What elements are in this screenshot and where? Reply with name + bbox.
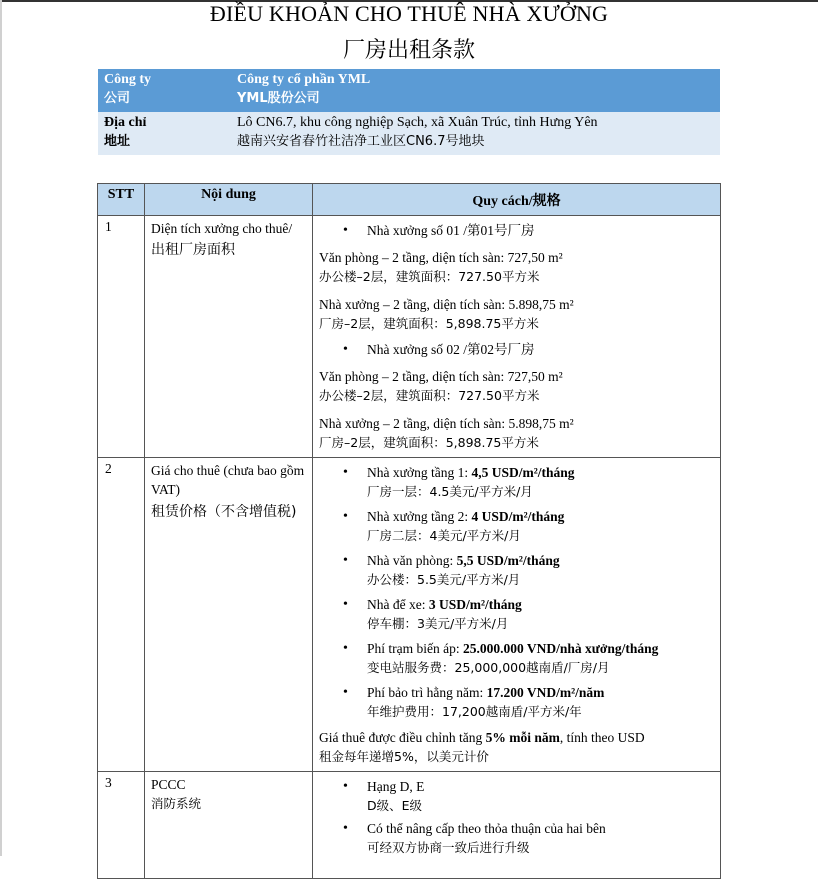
factory-01-factory-vi: Nhà xưởng – 2 tầng, diện tích sàn: 5.898,75 m² xyxy=(319,297,574,312)
note-pre: Giá thuê được điều chỉnh tăng xyxy=(319,730,486,745)
price-note-vi xyxy=(319,728,714,747)
factory-02-factory-vi: Nhà xưởng – 2 tầng, diện tích sàn: 5.898,75 m² xyxy=(319,416,574,431)
price-label: Nhà để xe: xyxy=(367,597,429,612)
row2-content xyxy=(145,458,313,772)
price-label: Phí bảo trì hằng năm: xyxy=(367,685,487,700)
price-value: 25.000.000 VND/nhà xưởng/tháng xyxy=(462,641,659,656)
header-spec: Quy cách/规格 xyxy=(313,184,721,216)
factory-02-office-cn: 办公楼–2层，建筑面积：727.50平方米 xyxy=(319,388,540,403)
factory-02-factory-cn: 厂房–2层，建筑面积：5,898.75平方米 xyxy=(319,435,539,450)
factory-02-office xyxy=(319,367,714,406)
row3-spec xyxy=(313,772,721,879)
company-info-table xyxy=(98,69,720,155)
price-label: Nhà xưởng tầng 2: xyxy=(367,509,472,524)
price-item-floor2 xyxy=(319,507,714,546)
factory-01-bullet xyxy=(319,221,714,240)
address-row xyxy=(98,112,720,155)
price-cn: 厂房一层：4.5美元/平方米/月 xyxy=(367,484,533,499)
price-value: 4,5 USD/m²/tháng xyxy=(471,465,575,480)
company-value-cell xyxy=(231,69,720,112)
lease-terms-table xyxy=(97,183,721,879)
factory-01-office-vi: Văn phòng – 2 tầng, diện tích sàn: 727,50 m² xyxy=(319,250,563,265)
company-row xyxy=(98,69,720,112)
company-value-cn: YML股份公司 xyxy=(237,91,320,106)
row2-content-cn: 租赁价格（不含增值税) xyxy=(151,504,297,520)
price-value: 4 USD/m²/tháng xyxy=(471,509,565,524)
factory-02-office-vi: Văn phòng – 2 tầng, diện tích sàn: 727,50 m² xyxy=(319,369,563,384)
price-item-maintenance xyxy=(319,683,714,722)
factory-01-office-cn: 办公楼–2层，建筑面积：727.50平方米 xyxy=(319,269,540,284)
factory-01-office xyxy=(319,248,714,287)
document-title-chinese: 厂房出租条款 xyxy=(342,38,475,63)
price-value: 5,5 USD/m²/tháng xyxy=(456,553,560,568)
price-item-transformer xyxy=(319,639,714,678)
table-row xyxy=(98,772,721,879)
fire-class-vi: • Hạng D, E xyxy=(367,779,425,794)
table-row xyxy=(98,216,721,458)
price-cn: 厂房二层：4美元/平方米/月 xyxy=(367,528,521,543)
factory-02-label: Nhà xưởng số 02 /第02号厂房 xyxy=(367,342,535,357)
company-label-cn: 公司 xyxy=(104,91,131,106)
note-bold: 5% mỗi năm xyxy=(485,730,560,745)
factory-02-factory xyxy=(319,414,714,453)
price-label: Nhà xưởng tầng 1: xyxy=(367,465,472,480)
fire-class-bullet xyxy=(319,777,714,816)
row2-stt: 2 xyxy=(98,458,145,772)
row1-content xyxy=(145,216,313,458)
row2-content-vi: Giá cho thuê (chưa bao gồm VAT) xyxy=(151,463,305,497)
price-cn: 年维护费用：17,200越南盾/平方米/年 xyxy=(367,704,582,719)
header-stt: STT xyxy=(98,184,145,216)
left-border-line xyxy=(0,0,2,856)
price-cn: 变电站服务费：25,000,000越南盾/厂房/月 xyxy=(367,660,610,675)
company-label-cell xyxy=(98,69,231,112)
company-value-vi: Công ty cổ phần YML xyxy=(237,72,371,87)
fire-upgrade-vi: • Có thể nâng cấp theo thỏa thuận của hai bên xyxy=(367,821,606,836)
price-item-office xyxy=(319,551,714,590)
row3-stt: 3 xyxy=(98,772,145,879)
company-label-vi: Công ty xyxy=(104,72,152,87)
table-row xyxy=(98,458,721,772)
price-item-parking xyxy=(319,595,714,634)
address-value-vi: Lô CN6.7, khu công nghiệp Sạch, xã Xuân Trúc, tỉnh Hưng Yên xyxy=(237,115,598,130)
price-value: 3 USD/m²/tháng xyxy=(428,597,522,612)
address-label-vi: Địa chỉ xyxy=(104,115,147,130)
price-value: 17.200 VND/m²/năm xyxy=(486,685,605,700)
factory-01-label: Nhà xưởng số 01 /第01号厂房 xyxy=(367,223,535,238)
price-item-floor1 xyxy=(319,463,714,502)
fire-upgrade-bullet xyxy=(319,819,714,858)
price-label: Phí trạm biến áp: xyxy=(367,641,463,656)
address-value-cell xyxy=(231,112,720,155)
row3-content-cn: 消防系统 xyxy=(151,796,202,811)
address-label-cell xyxy=(98,112,231,155)
row3-content-vi: PCCC xyxy=(151,777,186,792)
table-header-row xyxy=(98,184,721,216)
price-cn: 办公楼：5.5美元/平方米/月 xyxy=(367,572,521,587)
price-cn: 停车棚：3美元/平方米/月 xyxy=(367,616,509,631)
header-content: Nội dung xyxy=(145,184,313,216)
factory-02-bullet xyxy=(319,340,714,359)
price-note-cn: 租金每年递增5%，以美元计价 xyxy=(319,749,489,764)
fire-upgrade-cn: 可经双方协商一致后进行升级 xyxy=(367,840,530,855)
row1-spec xyxy=(313,216,721,458)
address-value-cn: 越南兴安省春竹社洁净工业区CN6.7号地块 xyxy=(237,134,485,149)
factory-01-factory-cn: 厂房–2层，建筑面积：5,898.75平方米 xyxy=(319,316,539,331)
row1-stt: 1 xyxy=(98,216,145,458)
row3-content xyxy=(145,772,313,879)
row1-content-cn: 出租厂房面积 xyxy=(151,242,235,258)
factory-01-factory xyxy=(319,295,714,334)
row2-spec xyxy=(313,458,721,772)
note-post: , tính theo USD xyxy=(559,730,645,745)
document-title-vietnamese: ĐIỀU KHOẢN CHO THUÊ NHÀ XƯỞNG xyxy=(209,1,609,26)
price-label: Nhà văn phòng: xyxy=(367,553,457,568)
row1-content-vi: Diện tích xưởng cho thuê/ xyxy=(151,221,293,236)
fire-class-cn: D级、E级 xyxy=(367,798,423,813)
address-label-cn: 地址 xyxy=(104,134,131,149)
price-adjustment-note xyxy=(319,728,714,767)
